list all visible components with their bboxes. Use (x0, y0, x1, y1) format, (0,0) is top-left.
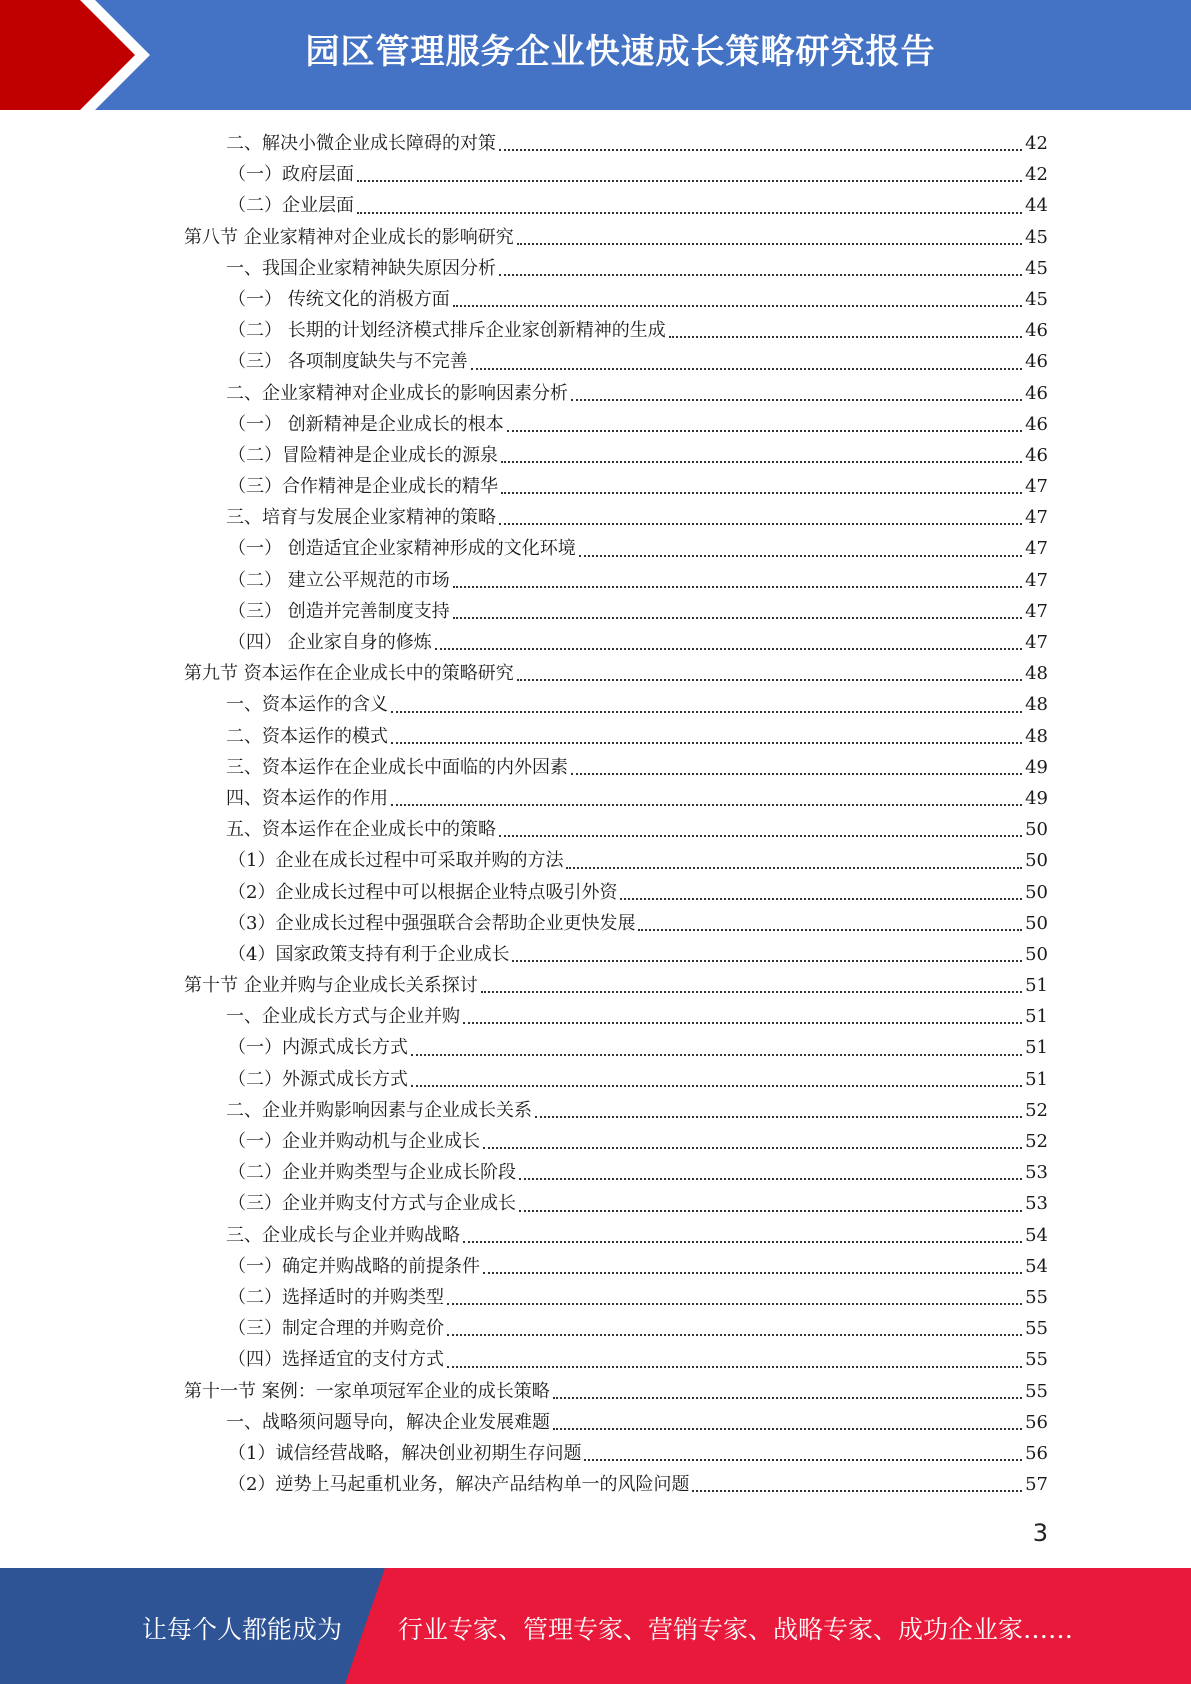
toc-entry[interactable] (184, 440, 1048, 471)
toc-entry-page: 54 (1025, 1224, 1048, 1246)
toc-entry-label: （3）企业成长过程中强强联合会帮助企业更快发展 (228, 912, 636, 934)
toc-entry-page: 51 (1025, 975, 1048, 997)
toc-entry-page: 51 (1025, 1068, 1048, 1090)
toc-entry-label: 二、解决小微企业成长障碍的对策 (226, 133, 496, 154)
toc-entry-label: 二、企业并购影响因素与企业成长关系 (226, 1099, 532, 1121)
page-number: 3 (1032, 1519, 1048, 1547)
toc-entry-label: （2）逆势上马起重机业务，解决产品结构单一的风险问题 (228, 1474, 690, 1496)
toc-entry[interactable] (184, 378, 1048, 409)
toc-entry-page: 45 (1025, 288, 1048, 310)
toc-dot-leader (584, 1458, 1022, 1461)
toc-entry[interactable] (184, 409, 1048, 440)
toc-dot-leader (481, 990, 1022, 993)
toc-dot-leader (357, 211, 1022, 214)
toc-entry-page: 52 (1025, 1099, 1048, 1121)
toc-dot-leader (571, 772, 1022, 775)
toc-dot-leader (499, 148, 1022, 151)
toc-dot-leader (535, 1115, 1022, 1118)
toc-entry-page: 48 (1025, 725, 1048, 747)
toc-entry[interactable] (184, 939, 1048, 970)
toc-dot-leader (553, 1396, 1022, 1399)
toc-entry[interactable] (184, 1313, 1048, 1344)
toc-entry-label: 二、企业家精神对企业成长的影响因素分析 (226, 382, 568, 404)
toc-entry-label: （1）企业在成长过程中可采取并购的方法 (228, 850, 564, 872)
toc-entry-page: 55 (1025, 1286, 1048, 1308)
toc-entry-label: 四、资本运作的作用 (226, 787, 388, 809)
toc-entry-page: 51 (1025, 1006, 1048, 1028)
toc-entry-label: （三） 各项制度缺失与不完善 (228, 351, 468, 373)
toc-dot-leader (499, 273, 1022, 276)
toc-entry-page: 53 (1025, 1193, 1048, 1215)
toc-entry-page: 45 (1025, 226, 1048, 248)
toc-dot-leader (447, 1333, 1022, 1336)
toc-entry[interactable] (184, 346, 1048, 377)
toc-entry-label: （二）企业并购类型与企业成长阶段 (228, 1162, 516, 1184)
toc-entry[interactable] (184, 1220, 1048, 1251)
toc-entry[interactable] (184, 689, 1048, 720)
toc-dot-leader (357, 179, 1022, 182)
toc-entry-label: 第十节 企业并购与企业成长关系探讨 (184, 975, 478, 997)
toc-entry-page: 45 (1025, 257, 1048, 279)
toc-entry-page: 53 (1025, 1162, 1048, 1184)
toc-entry-page: 42 (1025, 164, 1048, 186)
toc-entry[interactable] (184, 315, 1048, 346)
toc-dot-leader (692, 1489, 1022, 1492)
toc-dot-leader (463, 1240, 1022, 1243)
toc-entry[interactable] (184, 1157, 1048, 1188)
toc-dot-leader (571, 398, 1022, 401)
toc-entry-label: （三） 创造并完善制度支持 (228, 600, 450, 622)
toc-entry[interactable] (184, 1188, 1048, 1219)
toc-entry-label: （一） 创新精神是企业成长的根本 (228, 413, 504, 435)
toc-dot-leader (501, 491, 1022, 494)
toc-entry[interactable] (184, 222, 1048, 253)
toc-dot-leader (579, 554, 1022, 557)
toc-entry-label: （二）冒险精神是企业成长的源泉 (228, 444, 498, 466)
toc-entry-label: 一、我国企业家精神缺失原因分析 (226, 257, 496, 279)
toc-entry[interactable] (184, 1095, 1048, 1126)
toc-entry[interactable] (184, 128, 1048, 159)
toc-entry-label: 五、资本运作在企业成长中的策略 (226, 819, 496, 841)
toc-entry-page: 47 (1025, 600, 1048, 622)
toc-entry[interactable] (184, 1001, 1048, 1032)
toc-entry-page: 50 (1025, 850, 1048, 872)
header-title: 园区管理服务企业快速成长策略研究报告 (305, 32, 936, 72)
toc-entry[interactable] (184, 627, 1048, 658)
toc-dot-leader (463, 1021, 1022, 1024)
toc-entry-page: 55 (1025, 1349, 1048, 1371)
toc-dot-leader (501, 460, 1022, 463)
toc-entry-page: 42 (1025, 133, 1048, 154)
toc-entry[interactable] (184, 1469, 1048, 1500)
toc-entry-label: 第十一节 案例：一家单项冠军企业的成长策略 (184, 1380, 550, 1402)
toc-entry[interactable] (184, 1407, 1048, 1438)
toc-entry-label: （一）政府层面 (228, 164, 354, 186)
toc-entry[interactable] (184, 845, 1048, 876)
toc-entry-label: 一、战略须问题导向，解决企业发展难题 (226, 1411, 550, 1433)
toc-entry-page: 51 (1025, 1037, 1048, 1059)
toc-entry[interactable] (184, 814, 1048, 845)
toc-entry-page: 47 (1025, 538, 1048, 560)
toc-entry-page: 56 (1025, 1442, 1048, 1464)
toc-entry-label: （2）企业成长过程中可以根据企业特点吸引外资 (228, 881, 618, 903)
toc-entry-page: 50 (1025, 943, 1048, 965)
toc-entry[interactable] (184, 1282, 1048, 1313)
toc-entry[interactable] (184, 565, 1048, 596)
toc-entry[interactable] (184, 658, 1048, 689)
toc-dot-leader (391, 803, 1022, 806)
toc-dot-leader (447, 1365, 1022, 1368)
toc-dot-leader (391, 741, 1022, 744)
toc-entry[interactable] (184, 284, 1048, 315)
toc-entry[interactable] (184, 908, 1048, 939)
toc-entry[interactable] (184, 502, 1048, 533)
toc-entry-label: （二） 建立公平规范的市场 (228, 569, 450, 591)
toc-entry-page: 46 (1025, 382, 1048, 404)
footer-slogan-right: 行业专家、管理专家、营销专家、战略专家、成功企业家…… (398, 1615, 1074, 1644)
toc-entry-page: 52 (1025, 1131, 1048, 1152)
toc-entry-page: 46 (1025, 444, 1048, 466)
toc-entry-page: 49 (1025, 756, 1048, 778)
toc-entry[interactable] (184, 533, 1048, 564)
toc-dot-leader (499, 522, 1022, 525)
toc-entry[interactable] (184, 596, 1048, 627)
toc-entry-page: 44 (1025, 195, 1048, 217)
toc-dot-leader (620, 897, 1022, 900)
toc-entry[interactable] (184, 1251, 1048, 1282)
toc-entry[interactable] (184, 1438, 1048, 1469)
toc-entry[interactable] (184, 1126, 1048, 1157)
toc-dot-leader (669, 335, 1022, 338)
toc-dot-leader (519, 1209, 1022, 1212)
toc-entry[interactable] (184, 471, 1048, 502)
toc-entry-page: 47 (1025, 507, 1048, 529)
toc-entry-page: 46 (1025, 320, 1048, 342)
toc-entry[interactable] (184, 159, 1048, 190)
toc-entry-label: 第八节 企业家精神对企业成长的影响研究 (184, 226, 514, 248)
toc-entry-page: 55 (1025, 1380, 1048, 1402)
toc-dot-leader (638, 928, 1022, 931)
toc-entry[interactable] (184, 1376, 1048, 1407)
toc-entry-label: 二、资本运作的模式 (226, 725, 388, 747)
toc-entry-page: 54 (1025, 1255, 1048, 1277)
toc-dot-leader (553, 1427, 1022, 1430)
footer-slogan-left: 让每个人都能成为 (142, 1615, 343, 1644)
toc-entry-label: （二）外源式成长方式 (228, 1068, 408, 1090)
toc-dot-leader (517, 678, 1022, 681)
toc-entry-label: （4）国家政策支持有利于企业成长 (228, 943, 510, 965)
toc-entry-label: （一） 传统文化的消极方面 (228, 288, 450, 310)
toc-entry[interactable] (184, 253, 1048, 284)
header-chevron-arrow (0, 0, 140, 110)
toc-entry-label: （二）企业层面 (228, 195, 354, 217)
toc-entry-label: （二）选择适时的并购类型 (228, 1286, 444, 1308)
toc-dot-leader (391, 710, 1022, 713)
toc-entry-label: （三）企业并购支付方式与企业成长 (228, 1193, 516, 1215)
toc-entry-page: 48 (1025, 663, 1048, 685)
toc-dot-leader (512, 959, 1022, 962)
toc-entry-label: （三）合作精神是企业成长的精华 (228, 476, 498, 498)
toc-dot-leader (483, 1146, 1022, 1149)
toc-entry-page: 47 (1025, 569, 1048, 591)
toc-dot-leader (435, 647, 1022, 650)
toc-entry-label: （1）诚信经营战略，解决创业初期生存问题 (228, 1442, 582, 1464)
toc-dot-leader (453, 585, 1022, 588)
toc-entry[interactable] (184, 783, 1048, 814)
toc-dot-leader (453, 304, 1022, 307)
toc-dot-leader (499, 834, 1022, 837)
toc-entry-label: 三、培育与发展企业家精神的策略 (226, 507, 496, 529)
toc-dot-leader (507, 429, 1022, 432)
toc-dot-leader (453, 616, 1022, 619)
page-header (0, 0, 1191, 110)
toc-dot-leader (411, 1053, 1022, 1056)
toc-entry-label: （二） 长期的计划经济模式排斥企业家创新精神的生成 (228, 320, 666, 342)
toc-dot-leader (411, 1084, 1022, 1087)
toc-dot-leader (471, 367, 1022, 370)
toc-dot-leader (519, 1177, 1022, 1180)
toc-entry-page: 55 (1025, 1318, 1048, 1340)
toc-entry[interactable] (184, 1032, 1048, 1063)
toc-dot-leader (447, 1302, 1022, 1305)
toc-entry-label: 三、企业成长与企业并购战略 (226, 1224, 460, 1246)
toc-dot-leader (517, 242, 1022, 245)
toc-entry-page: 50 (1025, 881, 1048, 903)
toc-entry[interactable] (184, 970, 1048, 1001)
toc-entry-page: 49 (1025, 787, 1048, 809)
toc-entry-page: 50 (1025, 912, 1048, 934)
toc-entry-page: 48 (1025, 694, 1048, 716)
toc-entry-label: 三、资本运作在企业成长中面临的内外因素 (226, 756, 568, 778)
toc-entry-page: 47 (1025, 632, 1048, 653)
toc-entry-label: 一、企业成长方式与企业并购 (226, 1006, 460, 1028)
toc-entry-label: （一） 创造适宜企业家精神形成的文化环境 (228, 538, 576, 560)
toc-dot-leader (566, 866, 1022, 869)
toc-entry-page: 46 (1025, 351, 1048, 373)
toc-entry[interactable] (184, 721, 1048, 752)
table-of-contents (184, 128, 1048, 1500)
toc-entry[interactable] (184, 190, 1048, 221)
toc-entry-label: （一）内源式成长方式 (228, 1037, 408, 1059)
toc-entry-page: 50 (1025, 819, 1048, 841)
toc-entry-label: （四） 企业家自身的修炼 (228, 632, 432, 653)
toc-entry[interactable] (184, 1064, 1048, 1095)
toc-entry-label: （三）制定合理的并购竞价 (228, 1318, 444, 1340)
toc-entry-page: 46 (1025, 413, 1048, 435)
toc-entry-label: （一）企业并购动机与企业成长 (228, 1131, 480, 1152)
toc-dot-leader (483, 1271, 1022, 1274)
toc-entry-page: 57 (1025, 1474, 1048, 1496)
toc-entry[interactable] (184, 877, 1048, 908)
toc-entry[interactable] (184, 1344, 1048, 1375)
toc-entry-page: 47 (1025, 476, 1048, 498)
toc-entry[interactable] (184, 752, 1048, 783)
toc-entry-label: 第九节 资本运作在企业成长中的策略研究 (184, 663, 514, 685)
toc-entry-label: （一）确定并购战略的前提条件 (228, 1255, 480, 1277)
toc-entry-label: （四）选择适宜的支付方式 (228, 1349, 444, 1371)
toc-entry-page: 56 (1025, 1411, 1048, 1433)
toc-entry-label: 一、资本运作的含义 (226, 694, 388, 716)
page-footer (0, 1568, 1191, 1684)
